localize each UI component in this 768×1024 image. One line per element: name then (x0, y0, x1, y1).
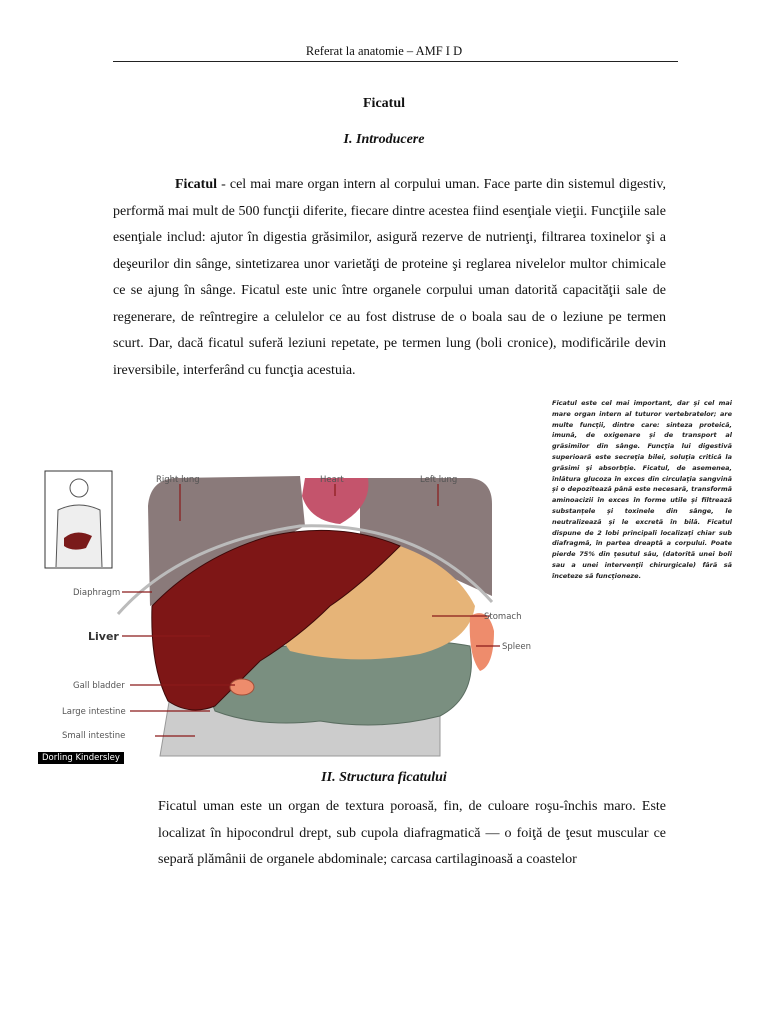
label-heart: Heart (320, 475, 344, 485)
section-title-intro: I. Introducere (343, 132, 425, 147)
label-left-lung: Left lung (420, 475, 458, 485)
label-stomach: Stomach (484, 612, 522, 622)
intro-text: - cel mai mare organ intern al corpului uman. Face parte din sistemul digestiv, performă mai mult de 500 funcţii diferite, fiecare dintre acestea fiind esenţiale vieţii. Funcţiile sale esenţiale includ: ajutor în digestia grăsimilor, asigură rezerve de nutrienţi, filtrarea toxinelor şi a deşeurilor din sânge, sintetizarea unor varietăţi de proteine şi reglarea nivelelor multor chimicale ce se ajung în sânge. Ficatul este unic între organele corpului uman datorită capacităţii sale de regenerare, de reîntregire a celulelor ce au fost distruse de o boala sau de o leziune pe termen scurt. Dar, dacă ficatul suferă leziuni repetate, pe termen lung (boli cronice), modificările devin ireversibile, interferând cu funcţia acestuia. (113, 177, 666, 378)
structure-paragraph: Ficatul uman este un organ de textura poroasă, fin, de culoare roşu-închis maro. Este localizat în hipocondrul drept, sub cupola diafragmatică — o foiţă de ţesut muscular ce separă plămânii de organele abdominale; carcasa cartilaginoasă a coastelor (158, 799, 666, 867)
page-header: Referat la anatomie – AMF I D (305, 44, 463, 58)
label-large-intestine: Large intestine (62, 707, 126, 717)
intro-bold-term: Ficatul (175, 177, 217, 192)
gall-bladder-shape (230, 679, 254, 695)
sidebar-note: Ficatul este cel mai important, dar şi cel mai mare organ intern al tuturor vertebratelor; are multe funcţii, dintre care: sinteza proteică, imună, de oxigenare şi de transport al grăsimilor din sânge. Funcţia lui digestivă superioară este secreţia bilei, soluţia critică la grăsimi şi absorbţie. Ficatul, de asemenea, înlătura glucoza în exces din circulaţia sangvină şi o depozitează până este necesară, transformă aminoacizii în exces în forme utile şi filtrează substanţele şi toxinele din sânge, le neutralizează şi le excretă în bilă. Ficatul dispune de 2 lobi principali localizaţi chiar sub diafragmă, în partea dreaptă a corpului. Poate pierde 75% din ţesutul său, (datorită unei boli sau a unei intervenţii chirurgicale) fără să înceteze să funcţioneze. (552, 399, 732, 580)
document-title: Ficatul (363, 96, 405, 111)
label-small-intestine: Small intestine (62, 731, 126, 741)
section-title-structure: II. Structura ficatului (321, 770, 447, 785)
label-liver: Liver (88, 630, 119, 643)
intro-paragraph (113, 172, 666, 384)
label-gall-bladder: Gall bladder (73, 681, 125, 691)
label-right-lung: Right lung (156, 475, 200, 485)
label-spleen: Spleen (502, 642, 531, 652)
header-rule (113, 61, 678, 62)
figure-credit: Dorling Kindersley (38, 752, 124, 764)
body-thumbnail (45, 471, 112, 568)
liver-anatomy-figure (0, 466, 540, 766)
label-diaphragm: Diaphragm (73, 588, 121, 598)
